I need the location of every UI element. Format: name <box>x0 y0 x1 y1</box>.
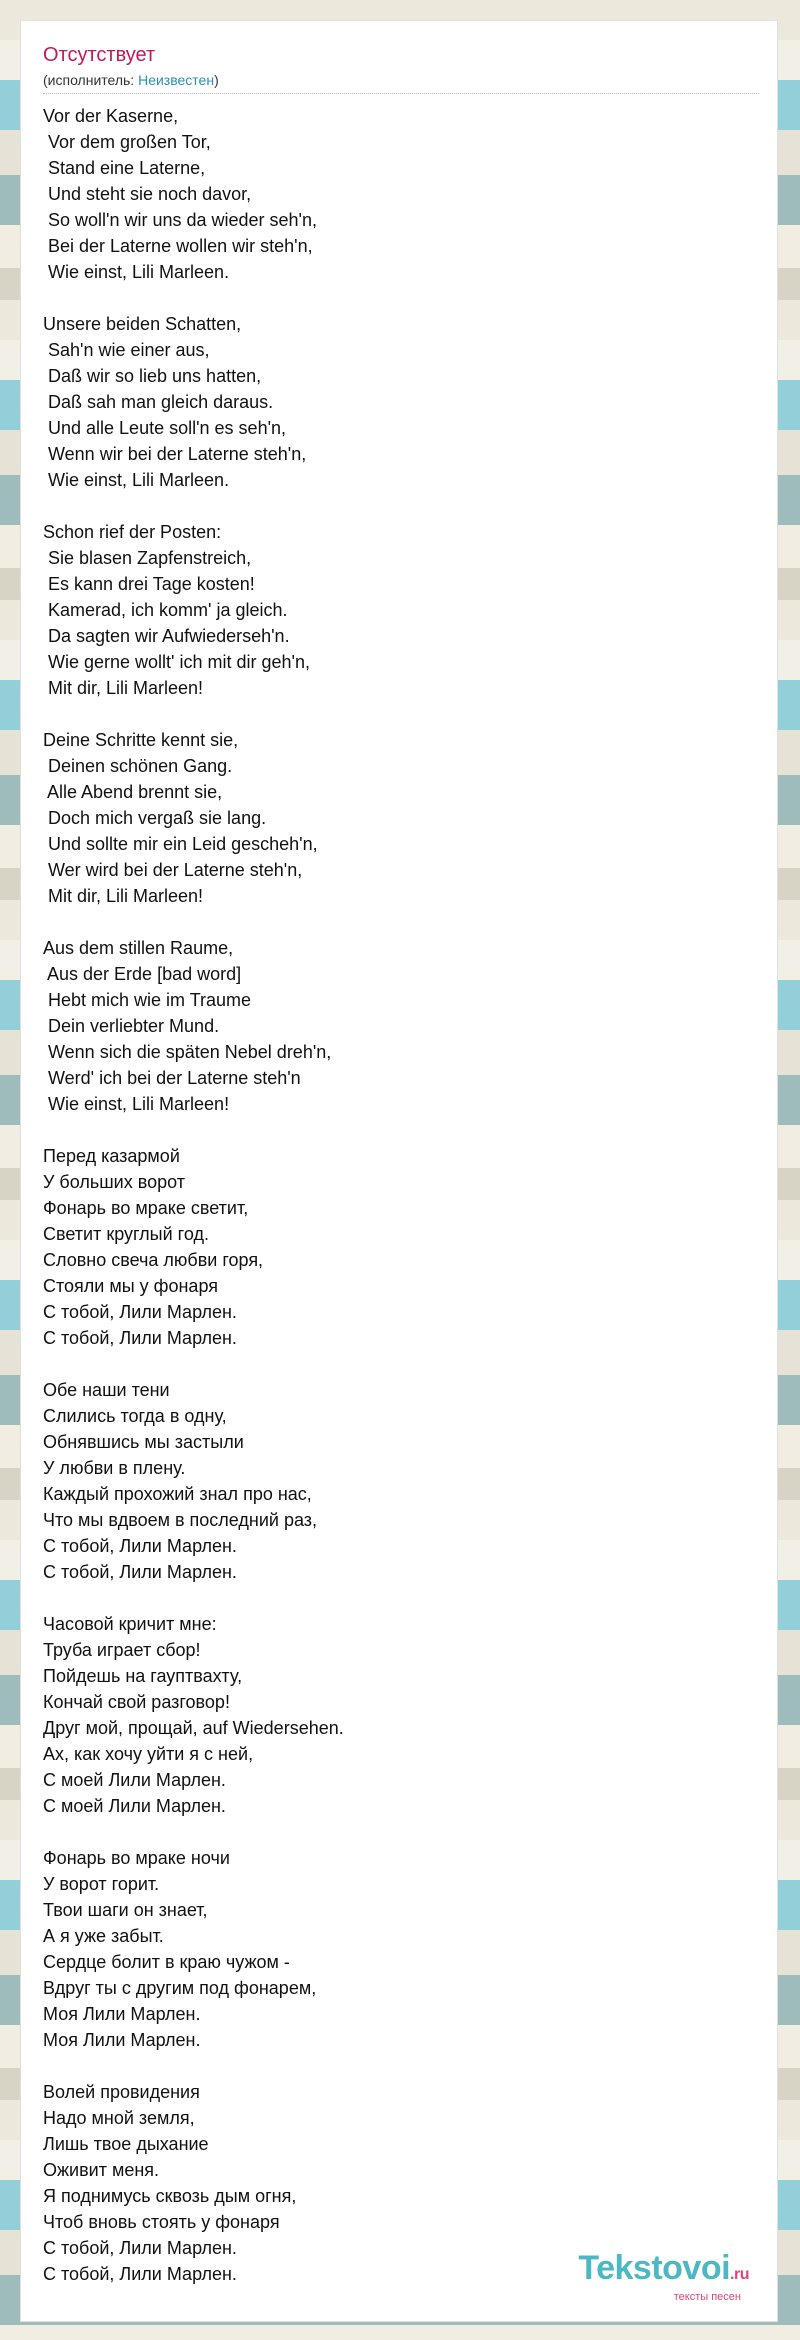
lyric-line: Часовой кричит мне: <box>43 1614 217 1634</box>
stanza-gap <box>43 1819 743 1845</box>
lyric-line: Alle Abend brennt sie, <box>43 782 223 802</box>
lyric-line: Bei der Laterne wollen wir steh'n, <box>43 236 313 256</box>
lyric-line: Sah'n wie einer aus, <box>43 340 210 360</box>
logo-tld: .ru <box>730 2266 749 2283</box>
lyric-line: Daß sah man gleich daraus. <box>43 392 274 412</box>
title-divider <box>43 93 759 94</box>
stanza-gap <box>43 2053 743 2079</box>
lyric-line: Deine Schritte kennt sie, <box>43 730 239 750</box>
lyric-line: Vor dem großen Tor, <box>43 132 211 152</box>
lyric-line: Und sollte mir ein Leid gescheh'n, <box>43 834 318 854</box>
artist-line <box>43 71 219 89</box>
stanza-gap <box>43 285 743 311</box>
lyric-line: Vor der Kaserne, <box>43 106 179 126</box>
lyric-line: С тобой, Лили Марлен. <box>43 1302 237 1322</box>
lyric-line: Что мы вдвоем в последний раз, <box>43 1510 318 1530</box>
lyric-line: Aus der Erde [bad word] <box>43 964 242 984</box>
lyric-line: Aus dem stillen Raume, <box>43 938 234 958</box>
stanza-gap <box>43 493 743 519</box>
lyric-line: У ворот горит. <box>43 1874 160 1894</box>
lyric-line: Моя Лили Марлен. <box>43 2004 201 2024</box>
stanza-gap <box>43 1585 743 1611</box>
lyric-line: Каждый прохожий знал про нас, <box>43 1484 312 1504</box>
stanza-gap <box>43 909 743 935</box>
lyric-line: С моей Лили Марлен. <box>43 1796 226 1816</box>
lyric-line: Ах, как хочу уйти я с ней, <box>43 1744 254 1764</box>
lyric-line: Doch mich vergaß sie lang. <box>43 808 267 828</box>
lyric-line: Mit dir, Lili Marleen! <box>43 886 204 906</box>
lyric-line: С тобой, Лили Марлен. <box>43 1536 237 1556</box>
lyric-line: Schon rief der Posten: <box>43 522 222 542</box>
logo-tagline: тексты песен <box>673 2291 741 2303</box>
lyric-line: У больших ворот <box>43 1172 185 1192</box>
lyrics-text <box>43 103 743 2287</box>
lyric-line: Wenn wir bei der Laterne steh'n, <box>43 444 307 464</box>
lyric-line: Кончай свой разговор! <box>43 1692 230 1712</box>
lyric-line: Und alle Leute soll'n es seh'n, <box>43 418 287 438</box>
lyric-line: Dein verliebter Mund. <box>43 1016 220 1036</box>
lyric-line: Stand eine Laterne, <box>43 158 206 178</box>
stanza-gap <box>43 1351 743 1377</box>
artist-link[interactable]: Неизвестен <box>138 72 215 88</box>
lyric-line: Я поднимусь сквозь дым огня, <box>43 2186 297 2206</box>
lyric-line: Es kann drei Tage kosten! <box>43 574 255 594</box>
lyric-line: Wie einst, Lili Marleen. <box>43 262 230 282</box>
lyric-line: Твои шаги он знает, <box>43 1900 208 1920</box>
lyric-line: Оживит меня. <box>43 2160 160 2180</box>
lyric-line: Da sagten wir Aufwiederseh'n. <box>43 626 290 646</box>
lyric-line: Wie einst, Lili Marleen! <box>43 1094 230 1114</box>
lyric-line: Wie gerne wollt' ich mit dir geh'n, <box>43 652 310 672</box>
lyric-line: Вдруг ты с другим под фонарем, <box>43 1978 317 1998</box>
lyric-line: Волей провидения <box>43 2082 200 2102</box>
lyric-line: Пойдешь на гауптвахту, <box>43 1666 243 1686</box>
lyric-line: Труба играет сбор! <box>43 1640 201 1660</box>
lyric-line: Werd' ich bei der Laterne steh'n <box>43 1068 301 1088</box>
lyric-line: С моей Лили Марлен. <box>43 1770 226 1790</box>
lyric-line: Обнявшись мы застыли <box>43 1432 244 1452</box>
site-logo[interactable] <box>578 2250 749 2303</box>
artist-prefix: (исполнитель: <box>43 72 139 88</box>
lyric-line: С тобой, Лили Марлен. <box>43 1328 237 1348</box>
lyric-line: Фонарь во мраке светит, <box>43 1198 249 1218</box>
lyric-line: Слились тогда в одну, <box>43 1406 227 1426</box>
artist-suffix: ) <box>214 72 219 88</box>
lyric-line: Daß wir so lieb uns hatten, <box>43 366 262 386</box>
lyric-line: Mit dir, Lili Marleen! <box>43 678 204 698</box>
lyric-line: Перед казармой <box>43 1146 180 1166</box>
lyric-line: Unsere beiden Schatten, <box>43 314 242 334</box>
lyric-line: Und steht sie noch davor, <box>43 184 252 204</box>
lyric-line: Kamerad, ich komm' ja gleich. <box>43 600 288 620</box>
lyric-line: С тобой, Лили Марлен. <box>43 1562 237 1582</box>
stanza-gap <box>43 1117 743 1143</box>
lyric-line: Чтоб вновь стоять у фонаря <box>43 2212 280 2232</box>
lyric-line: Hebt mich wie im Traume <box>43 990 252 1010</box>
lyric-line: Sie blasen Zapfenstreich, <box>43 548 252 568</box>
lyric-line: А я уже забыт. <box>43 1926 164 1946</box>
lyric-line: Друг мой, прощай, auf Wiedersehen. <box>43 1718 344 1738</box>
lyric-line: Стояли мы у фонаря <box>43 1276 218 1296</box>
lyric-line: Обе наши тени <box>43 1380 170 1400</box>
logo-main-text: Tekstovoi <box>578 2249 731 2287</box>
lyrics-card <box>20 20 778 2322</box>
lyric-line: Лишь твое дыхание <box>43 2134 209 2154</box>
lyric-line: Wie einst, Lili Marleen. <box>43 470 230 490</box>
stanza-gap <box>43 701 743 727</box>
lyric-line: Светит круглый год. <box>43 1224 209 1244</box>
lyric-line: Надо мной земля, <box>43 2108 195 2128</box>
lyric-line: С тобой, Лили Марлен. <box>43 2238 237 2258</box>
lyric-line: Моя Лили Марлен. <box>43 2030 201 2050</box>
song-title: Отсутствует <box>43 44 156 66</box>
lyric-line: Сердце болит в краю чужом - <box>43 1952 290 1972</box>
lyric-line: So woll'n wir uns da wieder seh'n, <box>43 210 318 230</box>
lyric-line: Deinen schönen Gang. <box>43 756 233 776</box>
lyric-line: Wenn sich die späten Nebel dreh'n, <box>43 1042 332 1062</box>
lyric-line: Wer wird bei der Laterne steh'n, <box>43 860 303 880</box>
lyric-line: С тобой, Лили Марлен. <box>43 2264 237 2284</box>
lyric-line: Словно свеча любви горя, <box>43 1250 264 1270</box>
lyric-line: Фонарь во мраке ночи <box>43 1848 230 1868</box>
lyric-line: У любви в плену. <box>43 1458 186 1478</box>
